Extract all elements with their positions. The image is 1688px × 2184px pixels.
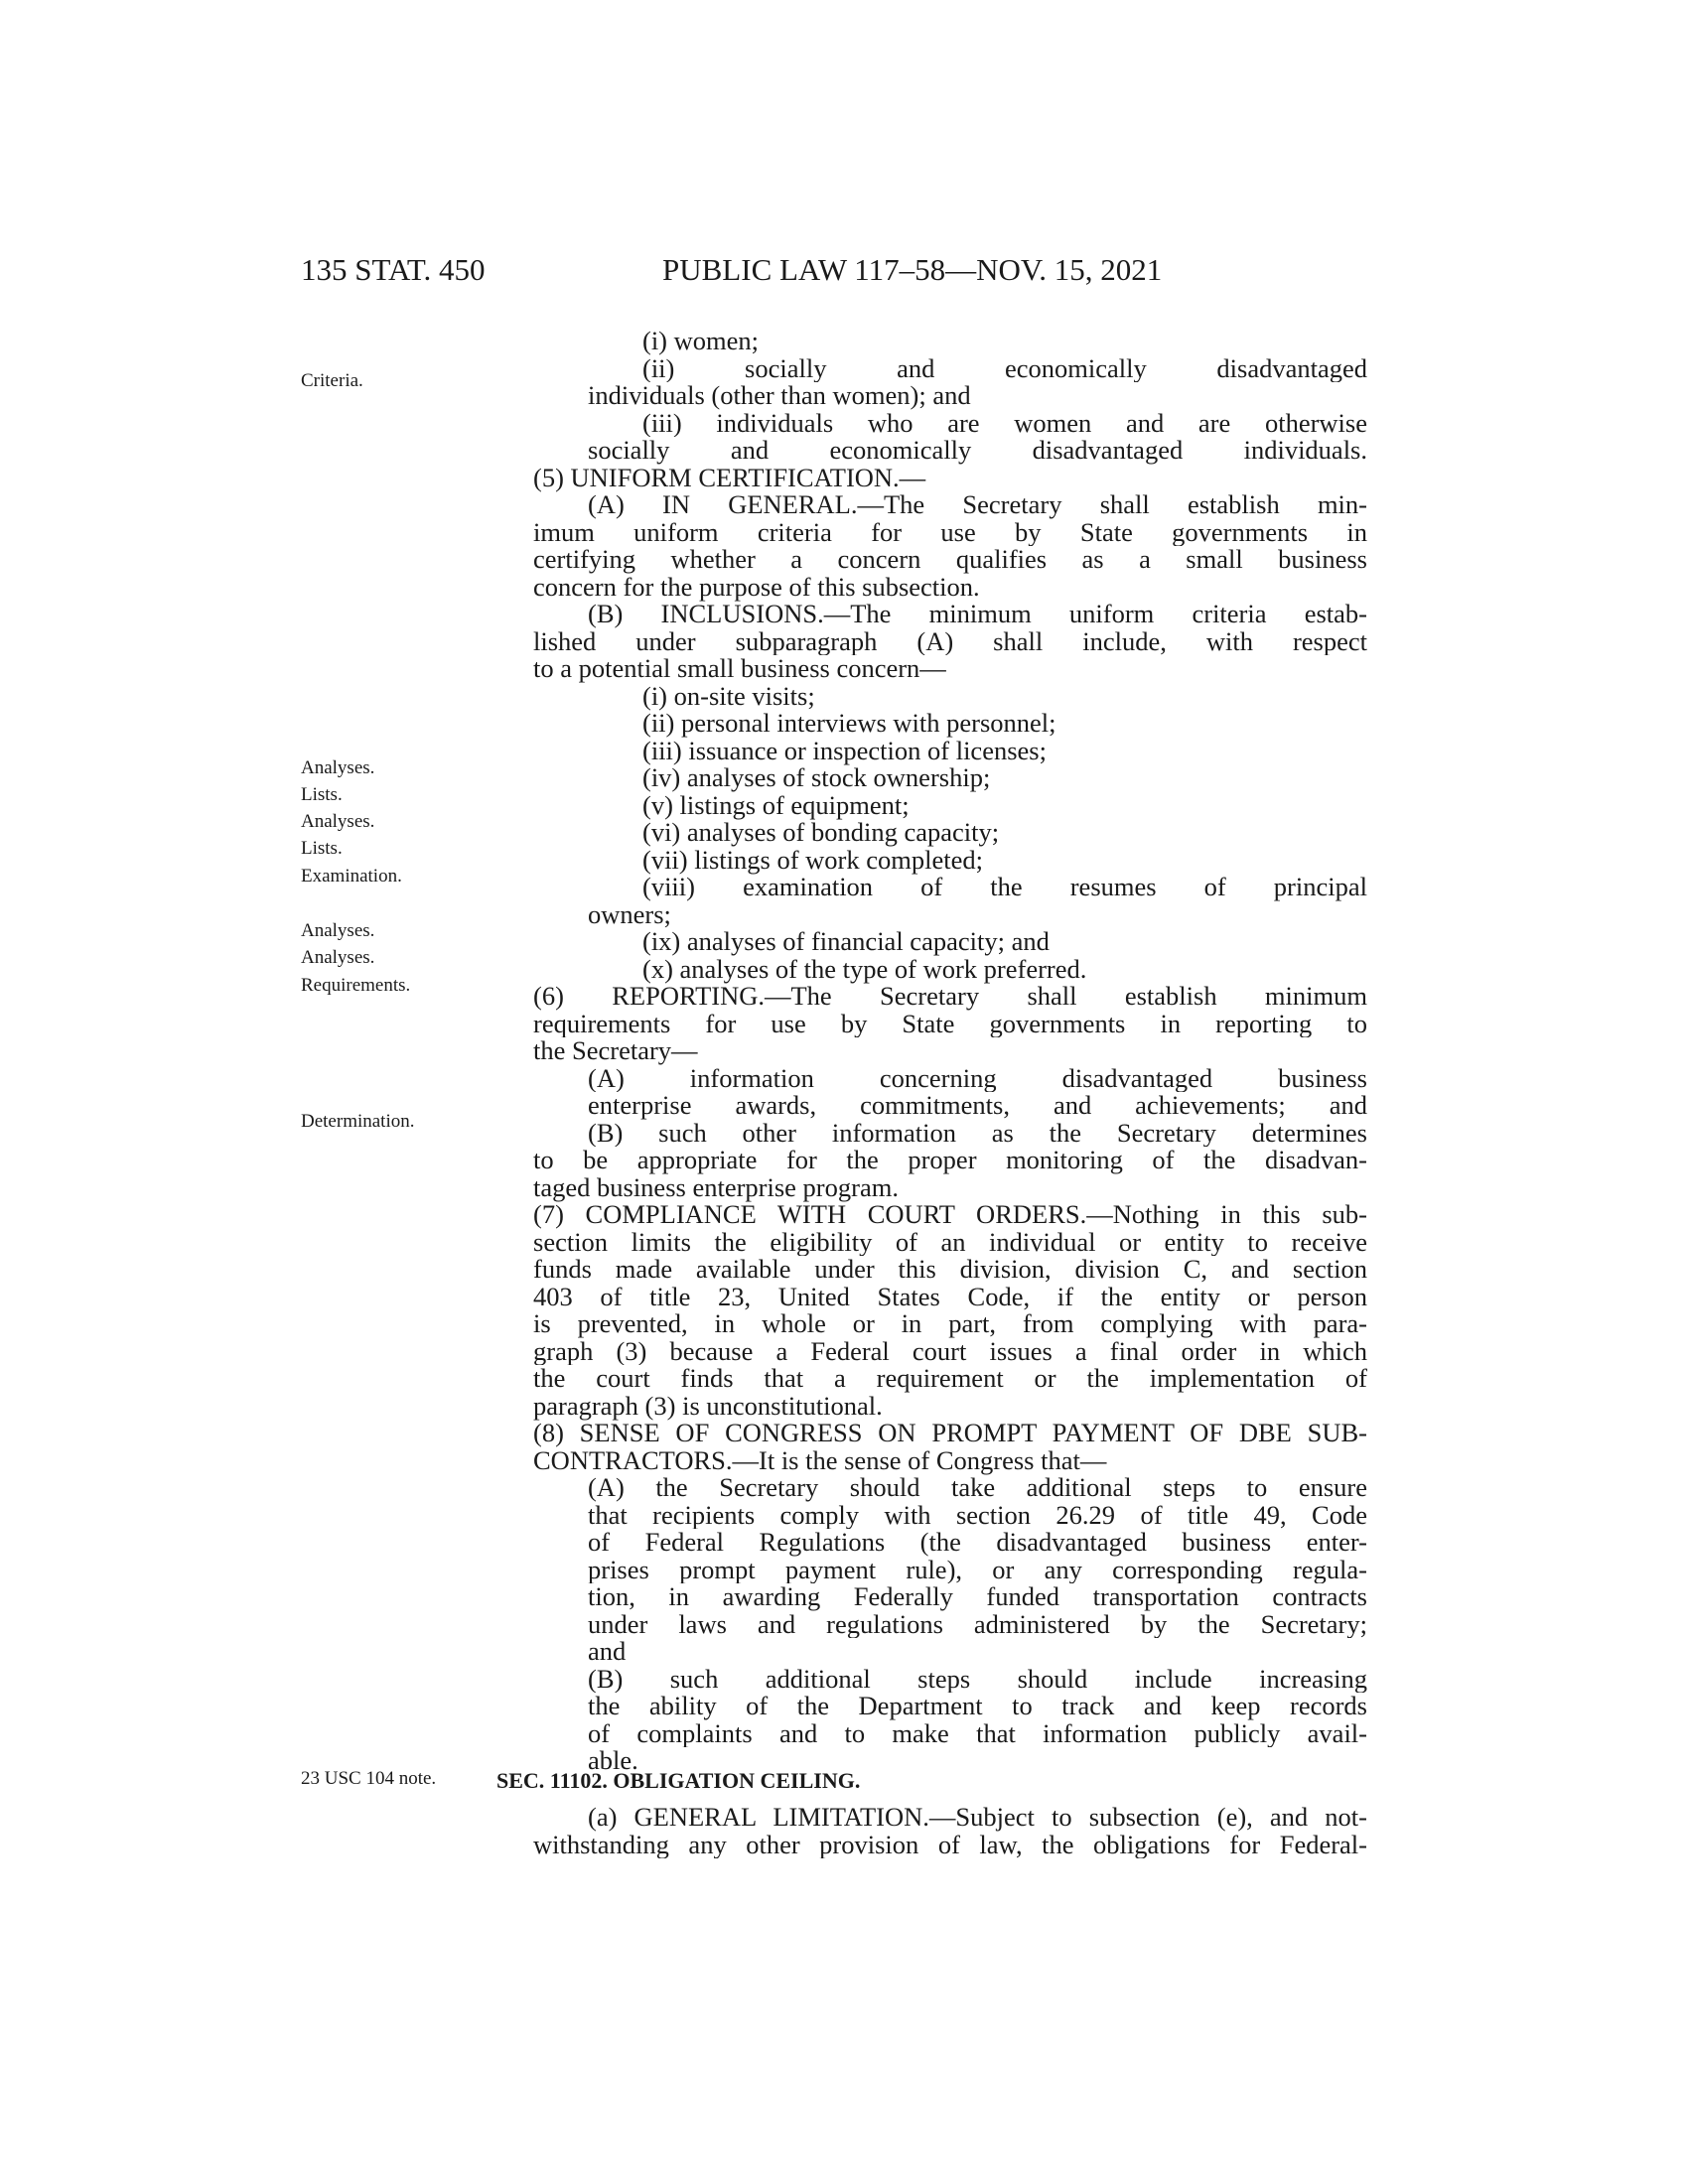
- text-line: (iii) individuals who are women and are otherwise: [642, 409, 1367, 437]
- text-line: (8) SENSE OF CONGRESS ON PROMPT PAYMENT OF DBE SUB-: [533, 1420, 1367, 1447]
- text-line: the Secretary—: [533, 1035, 698, 1065]
- text-line: (i) women;: [642, 326, 760, 355]
- margin-note-analyses: Analyses.: [301, 811, 375, 832]
- text-line: (vii) listings of work completed;: [642, 844, 983, 875]
- text-line: (viii) examination of the resumes of principal: [642, 874, 1367, 901]
- text-line: of complaints and to make that information publicly avail-: [588, 1719, 1367, 1747]
- text-line: taged business enterprise program.: [533, 1171, 899, 1202]
- text-line: (x) analyses of the type of work preferred.: [642, 953, 1087, 984]
- paragraph-heading: (5) UNIFORM CERTIFICATION.—: [533, 462, 926, 492]
- text-line: 403 of title 23, United States Code, if the entity or person: [533, 1283, 1367, 1310]
- text-line: certifying whether a concern qualifies as a small business: [533, 546, 1367, 574]
- text-line: the ability of the Department to track and keep records: [588, 1693, 1367, 1720]
- text-line: (A) IN GENERAL.—The Secretary shall establish min-: [588, 491, 1367, 519]
- text-line: enterprise awards, commitments, and achievements; and: [588, 1092, 1367, 1120]
- text-line: (vi) analyses of bonding capacity;: [642, 817, 1000, 847]
- margin-note-usc: 23 USC 104 note.: [301, 1768, 437, 1789]
- margin-note-examination: Examination.: [301, 866, 402, 887]
- margin-note-requirements: Requirements.: [301, 975, 411, 996]
- text-line: owners;: [588, 898, 671, 929]
- text-line: tion, in awarding Federally funded transportation contracts: [588, 1583, 1367, 1611]
- text-line: requirements for use by State governments in reporting to: [533, 1010, 1367, 1037]
- margin-note-criteria: Criteria.: [301, 370, 363, 391]
- text-line: (6) REPORTING.—The Secretary shall establish minimum: [533, 983, 1367, 1011]
- text-line: and: [588, 1636, 627, 1666]
- margin-note-analyses: Analyses.: [301, 947, 375, 968]
- text-line: to be appropriate for the proper monitoring of the disadvan-: [533, 1147, 1367, 1174]
- text-line: able.: [588, 1745, 638, 1775]
- margin-note-analyses: Analyses.: [301, 920, 375, 941]
- text-line: imum uniform criteria for use by State governments in: [533, 518, 1367, 546]
- text-line: lished under subparagraph (A) shall include, with respect: [533, 627, 1367, 655]
- text-line: the court finds that a requirement or the implementation of: [533, 1365, 1367, 1393]
- text-line: (B) such additional steps should include increasing: [588, 1665, 1367, 1693]
- text-line: section limits the eligibility of an individual or entity to receive: [533, 1228, 1367, 1256]
- text-line: (A) information concerning disadvantaged business: [588, 1064, 1367, 1092]
- text-line: of Federal Regulations (the disadvantaged business enter-: [588, 1529, 1367, 1557]
- text-line: (B) such other information as the Secretary determines: [588, 1119, 1367, 1147]
- text-line: (iii) issuance or inspection of licenses;: [642, 735, 1047, 765]
- text-line: concern for the purpose of this subsection.: [533, 571, 980, 602]
- public-law-header: PUBLIC LAW 117–58—NOV. 15, 2021: [662, 252, 1163, 287]
- text-line: that recipients comply with section 26.29 of title 49, Code: [588, 1501, 1367, 1529]
- text-line: paragraph (3) is unconstitutional.: [533, 1390, 883, 1421]
- text-line: prises prompt payment rule), or any corresponding regula-: [588, 1556, 1367, 1583]
- text-line: is prevented, in whole or in part, from complying with para-: [533, 1310, 1367, 1338]
- text-line: individuals (other than women); and: [588, 380, 971, 410]
- text-line: funds made available under this division, division C, and section: [533, 1256, 1367, 1284]
- margin-note-analyses: Analyses.: [301, 757, 375, 778]
- text-line: to a potential small business concern—: [533, 653, 946, 683]
- text-line: (A) the Secretary should take additional steps to ensure: [588, 1474, 1367, 1502]
- section-heading: SEC. 11102. OBLIGATION CEILING.: [496, 1768, 861, 1793]
- text-line: (B) INCLUSIONS.—The minimum uniform criteria estab-: [588, 601, 1367, 628]
- text-line: (v) listings of equipment;: [642, 789, 910, 820]
- text-line: (i) on-site visits;: [642, 680, 815, 711]
- margin-note-determination: Determination.: [301, 1111, 415, 1132]
- text-line: socially and economically disadvantaged individuals.: [588, 437, 1367, 465]
- text-line: (ix) analyses of financial capacity; and: [642, 926, 1050, 956]
- text-line: (ii) personal interviews with personnel;: [642, 708, 1056, 738]
- text-line: graph (3) because a Federal court issues a final order in which: [533, 1337, 1367, 1365]
- text-line: (ii) socially and economically disadvantaged: [642, 354, 1367, 382]
- text-line: withstanding any other provision of law, the obligations for Federal-: [533, 1831, 1367, 1858]
- text-line: (7) COMPLIANCE WITH COURT ORDERS.—Nothing in this sub-: [533, 1201, 1367, 1229]
- statute-page-number: 135 STAT. 450: [301, 252, 486, 287]
- text-line: (iv) analyses of stock ownership;: [642, 762, 991, 792]
- text-line: (a) GENERAL LIMITATION.—Subject to subsection (e), and not-: [588, 1804, 1367, 1832]
- text-line: under laws and regulations administered by the Secretary;: [588, 1610, 1367, 1638]
- margin-note-lists: Lists.: [301, 838, 343, 859]
- margin-note-lists: Lists.: [301, 784, 343, 805]
- text-line: CONTRACTORS.—It is the sense of Congress that—: [533, 1444, 1107, 1475]
